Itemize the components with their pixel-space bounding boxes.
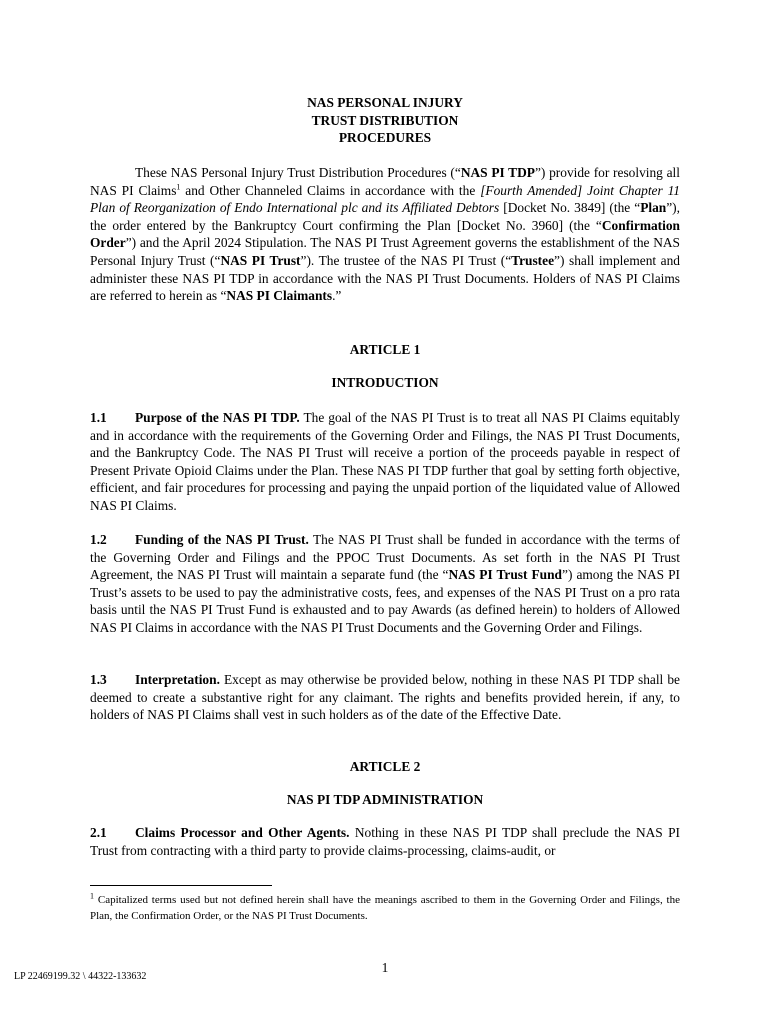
document-id: LP 22469199.32 \ 44322-133632 — [14, 971, 147, 982]
section-number: 1.1 — [90, 410, 107, 425]
section-number: 1.3 — [90, 672, 107, 687]
section-heading: Claims Processor and Other Agents. — [135, 825, 350, 840]
footnote — [90, 893, 680, 924]
footnote-ref: 1 — [176, 182, 181, 192]
article-2-heading: NAS PI TDP ADMINISTRATION — [286, 792, 484, 807]
article-2-label: ARTICLE 2 — [349, 759, 421, 774]
section-1-2: 1.2 Funding of the NAS PI Trust. The NAS PI Trust shall be funded in accordance with the terms of the Governing Order and Filings and the PPOC Trust Documents. As set forth in the NAS PI Trust Agreement, the NAS PI Trust will maintain a separate fund (the “NAS PI Trust Fund”) among the NAS PI Trust’s assets to be used to pay the administrative costs, fees, and expenses of the NAS PI Trust on a pro rata basis until the NAS PI Trust Fund is exhausted and to pay Awards (as defined herein) to holders of Allowed NAS PI Claims in accordance with the NAS PI Trust Documents and the Governing Order and Filings. — [90, 532, 681, 635]
section-heading: Funding of the NAS PI Trust. — [135, 532, 309, 547]
title-line-2: TRUST DISTRIBUTION — [311, 112, 459, 128]
section-number: 2.1 — [90, 825, 107, 840]
title-line-1: NAS PERSONAL INJURY — [307, 95, 463, 110]
section-heading: Interpretation. — [135, 672, 220, 687]
article-1-label: ARTICLE 1 — [349, 342, 421, 357]
section-2-1 — [90, 824, 680, 859]
document-title — [90, 94, 680, 147]
section-text: Nothing in these NAS PI TDP shall preclude the NAS PI Trust from contracting with a third party to provide claims-processing, claims-audit, or — [90, 825, 680, 858]
footnote-mark: 1 — [90, 891, 94, 901]
page-number: 1 — [381, 960, 389, 975]
section-number: 1.2 — [90, 532, 107, 547]
title-line-3: PROCEDURES — [338, 130, 432, 146]
intro-paragraph: These NAS Personal Injury Trust Distribution Procedures (“NAS PI TDP”) provide for resolving all NAS PI Claims$^1$ and Other Channeled Claims in accordance with the [Fourth Amended] Joint Chapter 11 Plan of Reorganization of Endo International plc and its Affiliated Debtors [Docket No. 3849] (the “Plan”), the order entered by the Bankruptcy Court confirming the Plan [Docket No. 3960] (the “Confirmation Order”) and the April 2024 Stipulation. The NAS PI Trust Agreement governs the establishment of the NAS Personal Injury Trust (“NAS PI Trust”). The trustee of the NAS PI Trust (“Trustee”) shall implement and administer these NAS PI TDP in accordance with the NAS PI Trust Documents. Holders of NAS PI Claims are referred to herein as “NAS PI Claimants.” — [90, 165, 680, 304]
section-text: The goal of the NAS PI Trust is to treat all NAS PI Claims equitably and in accordance with the requirements of the Governing Order and Filings, the NAS PI Trust Documents, and the Bankruptcy Code. The NAS PI Trust will receive a portion of the proceeds payable in respect of Present Private Opioid Claims under the Plan. These NAS PI TDP further that goal by setting forth objective, efficient, and fair procedures for processing and paying the unpaid portion of the liquidated value of Allowed NAS PI Claims. — [90, 410, 680, 513]
article-1-heading: INTRODUCTION — [331, 375, 439, 390]
footnote-divider — [90, 885, 272, 886]
section-1-1 — [90, 409, 680, 515]
footnote-text: Capitalized terms used but not defined herein shall have the meanings ascribed to them in the Governing Order and Filings, the Plan, the Confirmation Order, or the NAS PI Trust Documents. — [90, 894, 680, 922]
section-text: Except as may otherwise be provided below, nothing in these NAS PI TDP shall be deemed to create a substantive right for any claimant. The rights and benefits provided herein, if any, to holders of NAS PI Claims shall vest in such holders as of the date of the Effective Date. — [90, 672, 680, 723]
section-1-3 — [90, 671, 680, 724]
section-heading: Purpose of the NAS PI TDP. — [135, 410, 300, 425]
